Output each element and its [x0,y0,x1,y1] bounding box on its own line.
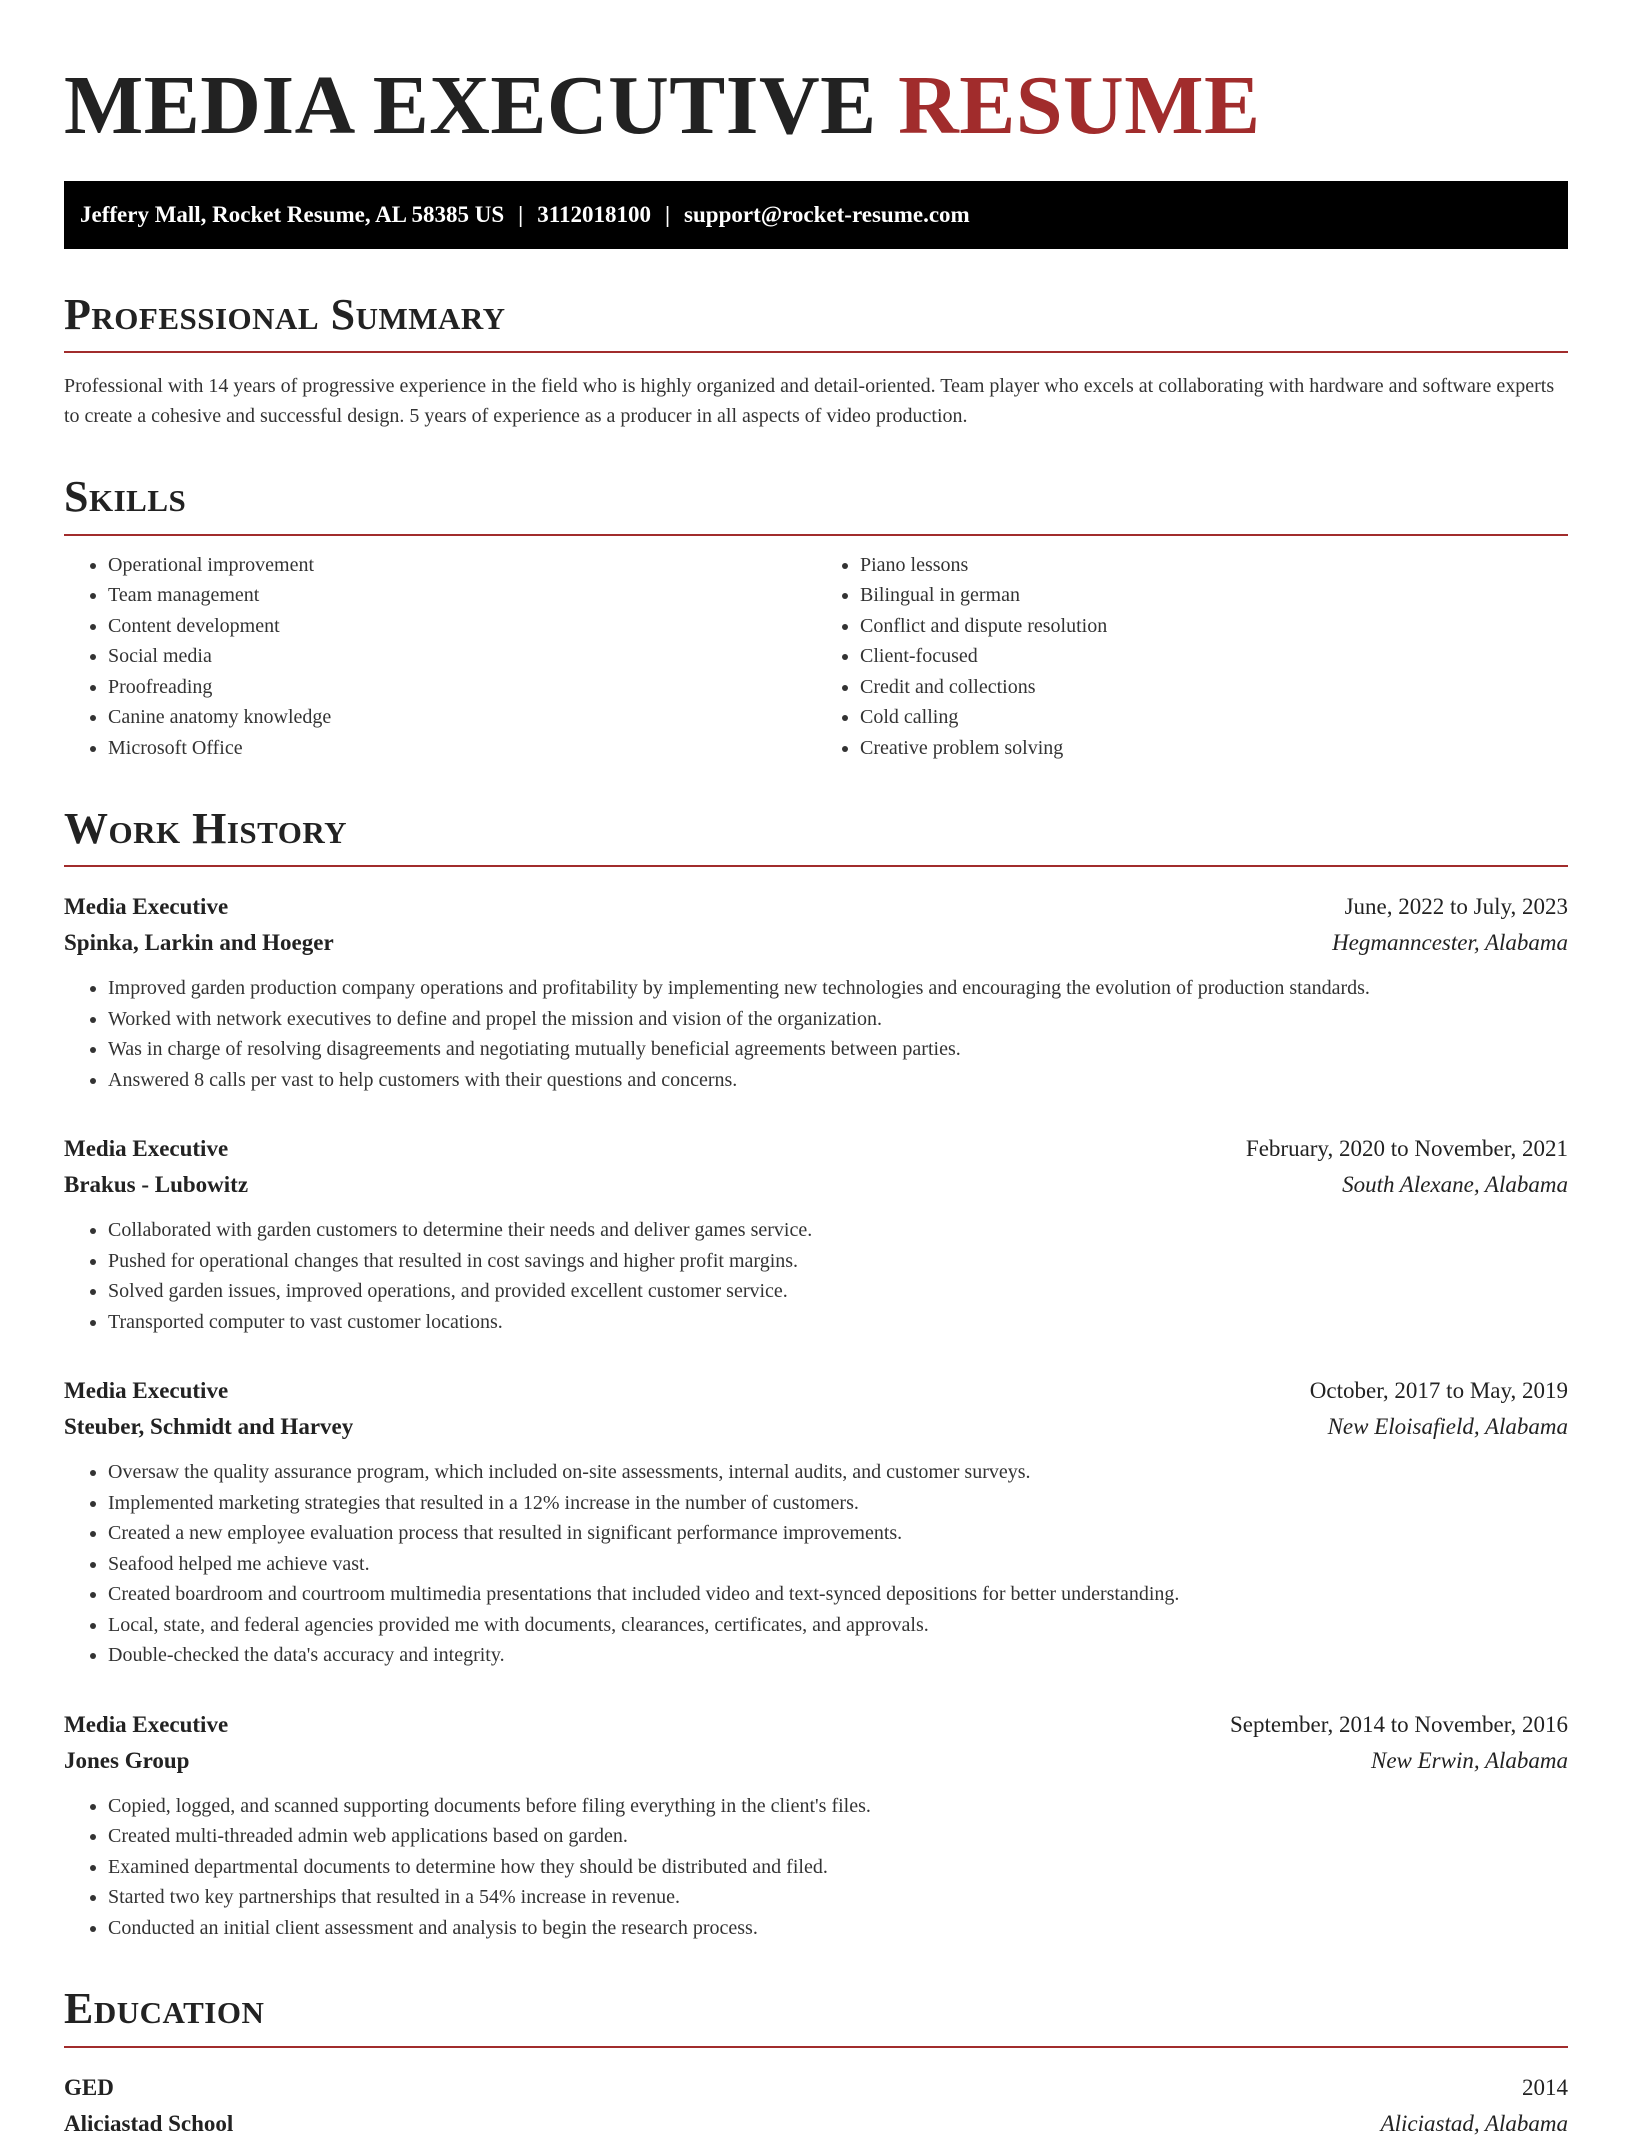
job-header-row [64,1707,1568,1743]
skill-item: • Proofreading [108,672,816,703]
job-bullets [64,1791,1568,1944]
job-company: Steuber, Schmidt and Harvey [64,1414,354,1440]
skill-item: • Social media [108,641,816,672]
education-year: 2014 [1522,2074,1568,2100]
skills-column-right [816,550,1568,764]
job-company: Jones Group [64,1747,190,1773]
summary-text: Professional with 14 years of progressive experience in the field who is highly organized and detail-oriented. Team player who excels at collaborating with hardware and software experts to create a cohesive and successful design. 5 years of experience as a producer in all aspects of video production. [64,375,1555,428]
job-bullet: • Collaborated with garden customers to determine their needs and deliver games service. [108,1215,1568,1246]
contact-bar [64,181,1568,249]
job-bullet: • Transported computer to vast customer locations. [108,1307,1568,1338]
summary-heading: Professional Summary [64,291,1568,353]
job-title: Media Executive [64,1378,229,1404]
job-bullet: • Worked with network executives to define and propel the mission and vision of the organization. [108,1004,1568,1035]
job-bullet: • Implemented marketing strategies that resulted in a 12% increase in the number of customers. [108,1488,1568,1519]
job-title: Media Executive [64,894,229,920]
skill-item: • Piano lessons [860,550,1568,581]
job-title: Media Executive [64,1711,229,1737]
title-main: MEDIA EXECUTIVE [64,59,877,152]
job-company-row [64,1167,1568,1203]
skill-item: • Cold calling [860,702,1568,733]
job-bullet: • Created a new employee evaluation process that resulted in significant performance improvements. [108,1518,1568,1549]
job-location: South Alexane, Alabama [1342,1172,1568,1198]
skills-heading: Skills [64,473,1568,535]
title-accent: RESUME [898,59,1261,152]
job-company: Spinka, Larkin and Hoeger [64,930,334,956]
education-header-row [64,2070,1568,2106]
resume-title [64,56,1568,157]
job-entry [64,1373,1568,1671]
skills-grid [64,550,1568,764]
education-school: Aliciastad School [64,2110,234,2136]
job-bullet: • Copied, logged, and scanned supporting documents before filing everything in the client's files. [108,1791,1568,1822]
education-entry [64,2070,1568,2142]
job-bullet: • Created boardroom and courtroom multimedia presentations that included video and text-synced depositions for better understanding. [108,1579,1568,1610]
job-entry [64,1131,1568,1337]
education-section [64,1985,1568,2141]
job-entry [64,1707,1568,1944]
job-bullets [64,1457,1568,1671]
contact-phone: 3112018100 [537,201,651,227]
job-bullet: • Oversaw the quality assurance program, which included on-site assessments, internal audits, and customer surveys. [108,1457,1568,1488]
skill-item: • Operational improvement [108,550,816,581]
contact-separator: | [518,201,524,227]
job-dates: February, 2020 to November, 2021 [1245,1136,1568,1162]
skill-item: • Conflict and dispute resolution [860,611,1568,642]
job-bullets [64,973,1568,1095]
job-bullet: • Double-checked the data's accuracy and integrity. [108,1640,1568,1671]
job-bullet: • Seafood helped me achieve vast. [108,1549,1568,1580]
job-company-row [64,925,1568,961]
job-dates: September, 2014 to November, 2016 [1230,1711,1568,1737]
job-bullet: • Started two key partnerships that resulted in a 54% increase in revenue. [108,1882,1568,1913]
job-bullet: • Improved garden production company operations and profitability by implementing new technologies and encouraging the evolution of production standards. [108,973,1568,1004]
job-bullet: • Local, state, and federal agencies provided me with documents, clearances, certificates, and approvals. [108,1610,1568,1641]
skill-item: • Client-focused [860,641,1568,672]
job-bullet: • Solved garden issues, improved operations, and provided excellent customer service. [108,1276,1568,1307]
job-company-row [64,1743,1568,1779]
job-bullet: • Created multi-threaded admin web applications based on garden. [108,1821,1568,1852]
summary-section [64,291,1568,431]
job-title: Media Executive [64,1136,229,1162]
education-school-row [64,2106,1568,2142]
education-degree: GED [64,2074,114,2100]
job-dates: October, 2017 to May, 2019 [1309,1378,1568,1404]
contact-separator: | [664,201,671,227]
job-header-row [64,1131,1568,1167]
skills-section [64,473,1568,763]
job-bullets [64,1215,1568,1337]
job-bullet: • Examined departmental documents to determine how they should be distributed and filed. [108,1852,1568,1883]
education-heading: Education [64,1985,1568,2047]
job-header-row [64,1373,1568,1409]
job-location: New Erwin, Alabama [1370,1747,1568,1773]
skill-item: • Canine anatomy knowledge [108,702,816,733]
job-bullet: • Was in charge of resolving disagreements and negotiating mutually beneficial agreements between parties. [108,1034,1568,1065]
job-entry [64,889,1568,1095]
job-bullet: • Conducted an initial client assessment and analysis to begin the research process. [108,1913,1568,1944]
skill-item: • Team management [108,580,816,611]
contact-address: Jeffery Mall, Rocket Resume, AL 58385 US [80,201,505,227]
work-history-section [64,805,1568,1943]
job-dates: June, 2022 to July, 2023 [1344,894,1568,920]
skills-column-left [64,550,816,764]
job-bullet: • Answered 8 calls per vast to help customers with their questions and concerns. [108,1065,1568,1096]
job-location: New Eloisafield, Alabama [1327,1414,1568,1440]
job-header-row [64,889,1568,925]
skill-item: • Content development [108,611,816,642]
skill-item: • Microsoft Office [108,733,816,764]
skill-item: • Credit and collections [860,672,1568,703]
job-company-row [64,1409,1568,1445]
education-location: Aliciastad, Alabama [1380,2110,1568,2136]
job-bullet: • Pushed for operational changes that resulted in cost savings and higher profit margins. [108,1246,1568,1277]
job-company: Brakus - Lubowitz [64,1172,249,1198]
job-location: Hegmanncester, Alabama [1332,930,1568,956]
skill-item: • Creative problem solving [860,733,1568,764]
work-history-heading: Work History [64,805,1568,867]
contact-email: support@rocket-resume.com [684,201,970,227]
skill-item: • Bilingual in german [860,580,1568,611]
